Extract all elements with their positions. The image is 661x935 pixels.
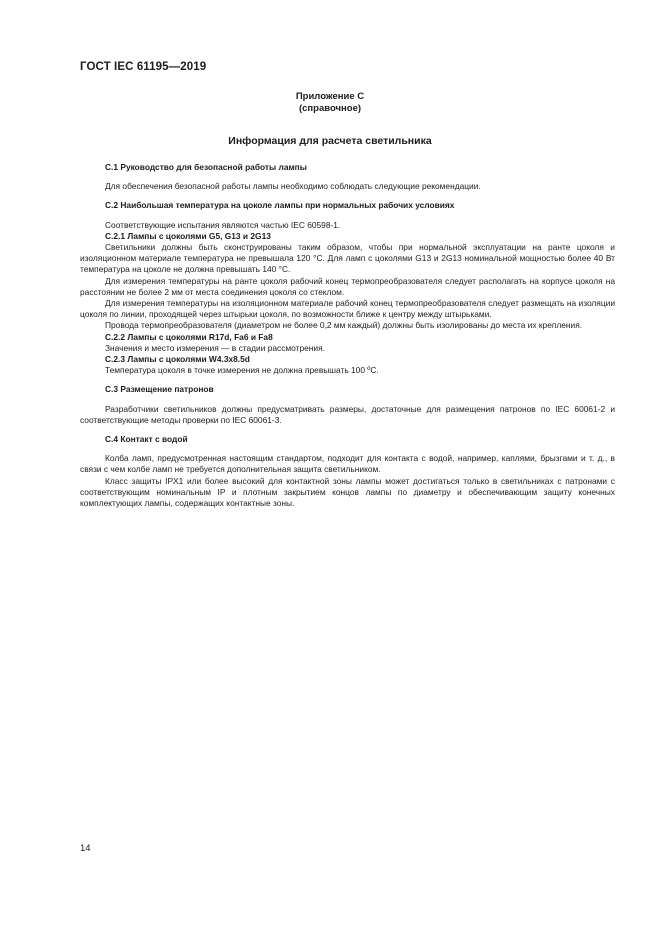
paragraph-c2-1: Соответствующие испытания являются частью IEC 60598-1. [105,219,341,230]
paragraph-c4-1: Колба ламп, предусмотренная настоящим стандартом, подходит для контакта с водой, например, каплями, брызгами и т. д., в связи с чем колбе ламп не требуется дополнительная защита светильником. [80,453,615,475]
section-heading-c1: C.1 Руководство для безопасной работы лампы [105,162,307,172]
annex-title: Приложение С [295,91,365,102]
paragraph-c22-1: Значения и место измерения — в стадии рассмотрения. [105,342,325,353]
subsection-heading-c23: C.2.3 Лампы с цоколями W4.3x8.5d [105,354,250,365]
section-heading-c4: C.4 Контакт с водой [105,434,188,445]
document-body [80,162,615,509]
paragraph-c21-3: Для измерения температуры на изоляционном материале рабочий конец термопреобразователя следует размещать на изоляции цоколя по линии, проходящей через штырьки цоколя, по возможности ближе к центру между штырьками. [80,298,615,320]
paragraph-c21-1: Светильники должны быть сконструированы таким образом, чтобы при нормальной эксплуатации на ранте цоколя и изоляционном материале температура не превышала 120 °С. Для ламп с цоколями G13 и 2G13 номинальной мощностью более 40 Вт температура на цоколе не должна превышать 140 °С. [80,242,615,275]
page-title: Информация для расчета светильника [228,135,432,147]
subsection-heading-c22: C.2.2 Лампы с цоколями R17d, Fa6 и Fa8 [105,331,273,342]
section-heading-c3: C.3 Размещение патронов [105,384,214,395]
paragraph-c1-1: Для обеспечения безопасной работы лампы необходимо соблюдать следующие рекомендации. [105,181,481,192]
paragraph-c3-1: Разработчики светильников должны предусматривать размеры, достаточные для размещения патронов по IEC 60061-2 и соответствующие методы проверки по IEC 60061-3. [80,403,615,425]
paragraph-c21-2: Для измерения температуры на ранте цоколя рабочий конец термопреобразователя следует располагать на корпусе цоколя на расстоянии не более 2 мм от места соединения цоколя со стеклом. [80,275,615,297]
paragraph-c23-1: Температура цоколя в точке измерения не должна превышать 100 ºС. [105,365,379,376]
paragraph-c4-2: Класс защиты IPX1 или более высокий для контактной зоны лампы может достигаться только в светильниках с патронами с соответствующим номинальным IP и плотным закрытием концов лампы по диаметру и обеспечивающим защиту конечных комплектующих лампы, содержащих контактные зоны. [80,475,615,509]
page-number: 14 [80,843,91,854]
section-heading-c2: C.2 Наибольшая температура на цоколе лампы при нормальных рабочих условиях [105,200,455,211]
subsection-heading-c21: C.2.1 Лампы с цоколями G5, G13 и 2G13 [105,230,271,241]
standard-code: ГОСТ IEC 61195—2019 [80,61,207,73]
annex-subtitle: (справочное) [298,103,362,114]
paragraph-c21-4: Провода термопреобразователя (диаметром не более 0,2 мм каждый) должны быть изолированы до места их крепления. [105,320,583,331]
